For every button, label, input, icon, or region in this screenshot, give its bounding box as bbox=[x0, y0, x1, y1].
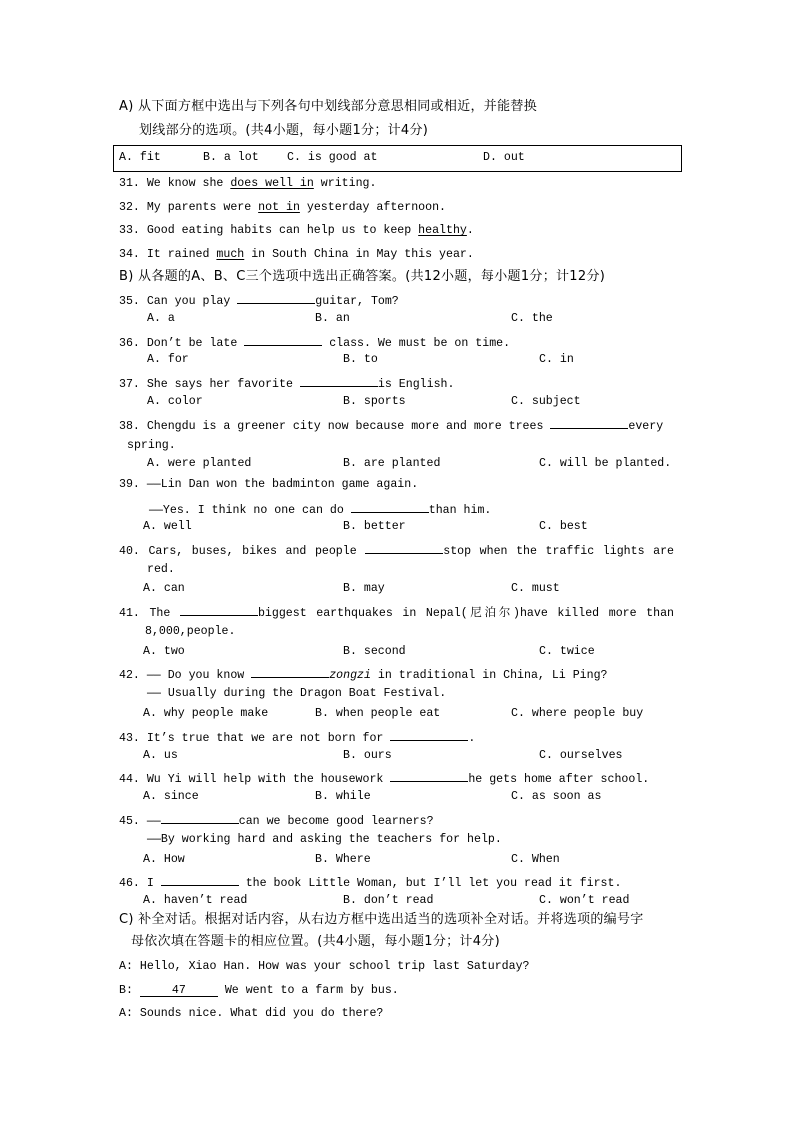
text-segment: yesterday afternoon. bbox=[299, 201, 447, 214]
text-segment: the book Little Woman, but I’ll let you read it first. bbox=[238, 877, 622, 890]
question-36-option-c: C. in bbox=[539, 353, 574, 366]
text-segment: 45. —— bbox=[119, 815, 161, 828]
question-42 bbox=[119, 664, 608, 680]
question-38-cont bbox=[127, 438, 176, 454]
question-45-option-c: C. When bbox=[511, 853, 560, 866]
question-39-option-c: C. best bbox=[539, 520, 588, 533]
answer-blank bbox=[365, 540, 443, 554]
question-35 bbox=[119, 290, 399, 306]
text-segment: . bbox=[466, 224, 474, 237]
question-40 bbox=[119, 540, 674, 556]
question-37 bbox=[119, 373, 454, 389]
question-44-option-a: A. since bbox=[143, 790, 199, 803]
question-37-option-c: C. subject bbox=[511, 395, 581, 408]
text-segment: ——By working hard and asking the teachers for help. bbox=[147, 833, 502, 846]
question-41-option-b: B. second bbox=[343, 645, 406, 658]
question-33 bbox=[119, 223, 474, 239]
section-a-heading-cont: 划线部分的选项。(共4小题，每小题1分；计4分) bbox=[139, 123, 429, 138]
dialogue-line bbox=[119, 983, 399, 999]
question-43 bbox=[119, 727, 475, 743]
question-46-option-a: A. haven’t read bbox=[143, 894, 248, 907]
question-42-cont bbox=[147, 686, 446, 702]
box-option-c: C. is good at bbox=[287, 151, 378, 164]
text-segment: —— Usually during the Dragon Boat Festival. bbox=[147, 687, 447, 700]
option-box bbox=[113, 145, 682, 172]
text-segment: zongzi bbox=[329, 669, 371, 682]
text-segment: writing. bbox=[313, 177, 377, 190]
question-40-option-a: A. can bbox=[143, 582, 185, 595]
text-segment: 44. Wu Yi will help with the housework bbox=[119, 773, 391, 786]
answer-blank bbox=[244, 332, 322, 346]
text-segment: spring. bbox=[127, 439, 176, 452]
question-41-option-c: C. twice bbox=[539, 645, 595, 658]
text-segment: . bbox=[468, 732, 476, 745]
underlined-phrase: not in bbox=[258, 201, 300, 214]
answer-blank bbox=[390, 768, 468, 782]
question-39-option-a: A. well bbox=[143, 520, 192, 533]
question-38 bbox=[119, 415, 663, 431]
text-segment: 37. She says her favorite bbox=[119, 378, 300, 391]
underlined-phrase: healthy bbox=[418, 224, 467, 237]
question-39-option-b: B. better bbox=[343, 520, 406, 533]
question-43-option-b: B. ours bbox=[343, 749, 392, 762]
text-segment: stop when the traffic lights are bbox=[443, 545, 674, 558]
answer-blank bbox=[161, 872, 239, 886]
question-38-option-b: B. are planted bbox=[343, 457, 441, 470]
text-segment: A: Sounds nice. What did you do there? bbox=[119, 1007, 384, 1020]
question-46-option-c: C. won’t read bbox=[539, 894, 630, 907]
text-segment: biggest earthquakes in Nepal(尼泊尔)have killed more than bbox=[257, 607, 674, 620]
question-45-option-b: B. Where bbox=[315, 853, 371, 866]
text-segment: class. We must be on time. bbox=[322, 337, 511, 350]
underlined-phrase: much bbox=[216, 248, 245, 261]
text-segment: ——Yes. I think no one can do bbox=[149, 504, 351, 517]
answer-blank bbox=[237, 290, 315, 304]
question-45 bbox=[119, 810, 434, 826]
question-36-option-a: A. for bbox=[147, 353, 189, 366]
section-c-heading-cont: 母依次填在答题卡的相应位置。(共4小题，每小题1分；计4分) bbox=[131, 934, 500, 949]
question-40-option-c: C. must bbox=[511, 582, 560, 595]
dialogue-line bbox=[119, 959, 530, 975]
text-segment: We went to a farm by bus. bbox=[217, 984, 399, 997]
text-segment: in South China in May this year. bbox=[244, 248, 474, 261]
question-35-option-c: C. the bbox=[511, 312, 553, 325]
question-39-cont bbox=[149, 499, 491, 515]
question-44-option-b: B. while bbox=[315, 790, 371, 803]
dialogue-line bbox=[119, 1006, 383, 1022]
text-segment: 34. It rained bbox=[119, 248, 217, 261]
question-42-option-b: B. when people eat bbox=[315, 707, 441, 720]
question-39 bbox=[119, 477, 418, 493]
box-option-d: D. out bbox=[483, 151, 525, 164]
section-c-heading: C) 补全对话。根据对话内容，从右边方框中选出适当的选项补全对话。并将选项的编号字 bbox=[119, 912, 644, 927]
text-segment: 36. Don’t be late bbox=[119, 337, 245, 350]
text-segment: B: bbox=[119, 984, 140, 997]
text-segment: 41. The bbox=[119, 607, 180, 620]
question-41 bbox=[119, 602, 674, 618]
question-45-cont bbox=[147, 832, 502, 848]
question-42-option-a: A. why people make bbox=[143, 707, 269, 720]
answer-blank: 47 bbox=[140, 983, 218, 997]
question-36-option-b: B. to bbox=[343, 353, 378, 366]
question-43-option-a: A. us bbox=[143, 749, 178, 762]
text-segment: 46. I bbox=[119, 877, 161, 890]
section-a-heading: A) 从下面方框中选出与下列各句中划线部分意思相同或相近，并能替换 bbox=[119, 99, 537, 114]
question-46-option-b: B. don’t read bbox=[343, 894, 434, 907]
question-37-option-b: B. sports bbox=[343, 395, 406, 408]
question-35-option-b: B. an bbox=[315, 312, 350, 325]
text-segment: than him. bbox=[428, 504, 492, 517]
answer-blank bbox=[300, 373, 378, 387]
question-41-cont bbox=[145, 624, 235, 640]
text-segment: 40. Cars, buses, bikes and people bbox=[119, 545, 366, 558]
text-segment: 42. —— Do you know bbox=[119, 669, 252, 682]
text-segment: every bbox=[628, 420, 664, 433]
question-44 bbox=[119, 768, 649, 784]
text-segment: 43. It’s true that we are not born for bbox=[119, 732, 391, 745]
question-34 bbox=[119, 247, 474, 263]
text-segment: A: Hello, Xiao Han. How was your school trip last Saturday? bbox=[119, 960, 530, 973]
text-segment: 38. Chengdu is a greener city now because more and more trees bbox=[119, 420, 551, 433]
question-38-option-c: C. will be planted. bbox=[539, 457, 672, 470]
text-segment: is English. bbox=[377, 378, 455, 391]
question-42-option-c: C. where people buy bbox=[511, 707, 644, 720]
text-segment: 35. Can you play bbox=[119, 295, 238, 308]
text-segment: guitar, Tom? bbox=[315, 295, 399, 308]
question-43-option-c: C. ourselves bbox=[539, 749, 623, 762]
answer-blank bbox=[180, 602, 258, 616]
underlined-phrase: does well in bbox=[230, 177, 314, 190]
question-37-option-a: A. color bbox=[147, 395, 203, 408]
answer-blank bbox=[161, 810, 239, 824]
text-segment: red. bbox=[147, 563, 175, 576]
text-segment: 32. My parents were bbox=[119, 201, 259, 214]
question-38-option-a: A. were planted bbox=[147, 457, 252, 470]
answer-blank bbox=[251, 664, 329, 678]
question-36 bbox=[119, 332, 510, 348]
question-40-option-b: B. may bbox=[343, 582, 385, 595]
text-segment: he gets home after school. bbox=[468, 773, 650, 786]
question-35-option-a: A. a bbox=[147, 312, 175, 325]
text-segment: can we become good learners? bbox=[238, 815, 434, 828]
question-44-option-c: C. as soon as bbox=[511, 790, 602, 803]
question-41-option-a: A. two bbox=[143, 645, 185, 658]
box-option-a: A. fit bbox=[119, 151, 161, 164]
text-segment: 31. We know she bbox=[119, 177, 231, 190]
question-40-cont bbox=[147, 562, 175, 578]
text-segment: 39. ——Lin Dan won the badminton game again. bbox=[119, 478, 419, 491]
answer-blank bbox=[550, 415, 628, 429]
answer-blank bbox=[390, 727, 468, 741]
question-45-option-a: A. How bbox=[143, 853, 185, 866]
question-46 bbox=[119, 872, 621, 888]
answer-blank bbox=[351, 499, 429, 513]
box-option-b: B. a lot bbox=[203, 151, 259, 164]
text-segment: in traditional in China, Li Ping? bbox=[370, 669, 608, 682]
text-segment: 8,000,people. bbox=[145, 625, 236, 638]
question-31 bbox=[119, 176, 376, 192]
section-b-heading: B) 从各题的A、B、C三个选项中选出正确答案。(共12小题，每小题1分；计12分) bbox=[119, 269, 606, 284]
question-32 bbox=[119, 200, 446, 216]
text-segment: 33. Good eating habits can help us to keep bbox=[119, 224, 419, 237]
